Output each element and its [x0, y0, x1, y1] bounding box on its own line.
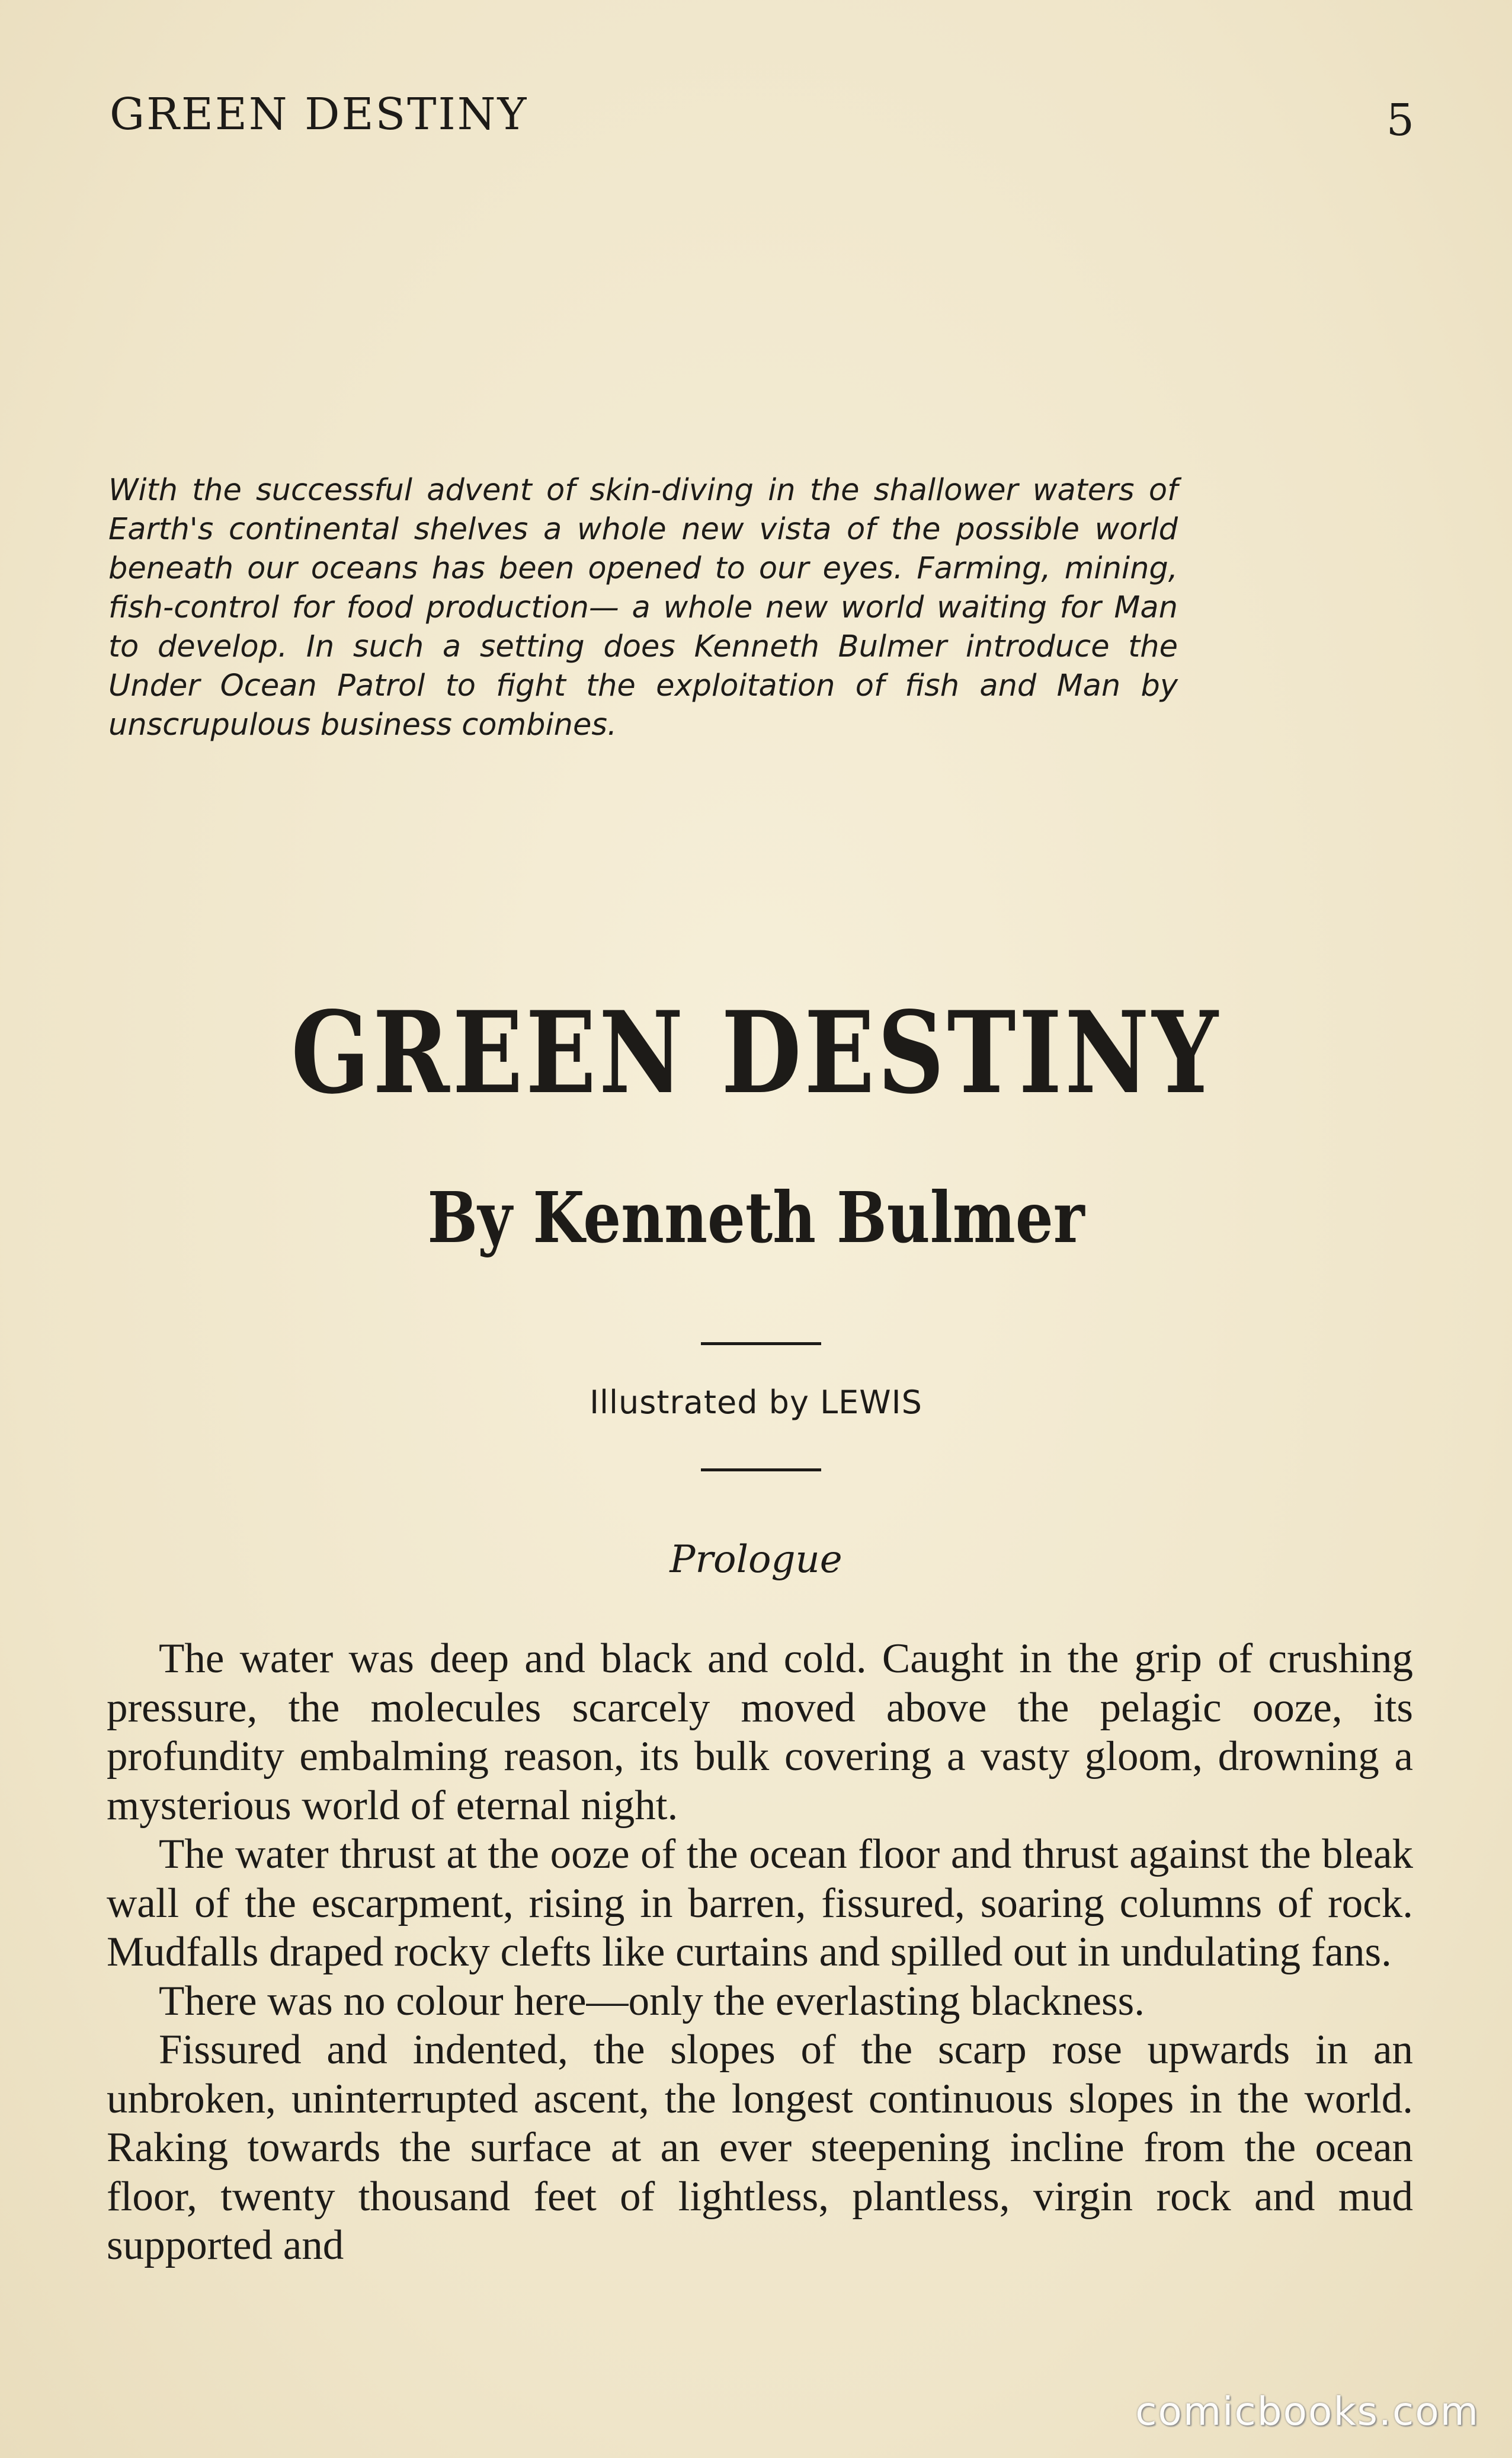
illustrator-credit: Illustrated by LEWIS [590, 1384, 922, 1421]
section-heading: Prologue [669, 1538, 843, 1582]
page-number: 5 [1386, 95, 1414, 146]
body-paragraph: There was no colour here—only the everlasting blackness. [159, 1977, 1145, 2024]
body-paragraph: The water thrust at the ooze of the ocean floor and thrust against the bleak wall of the escarpment, rising in barren, fissured, soaring columns of rock. Mudfalls draped rocky clefts like curtains and spilled out in undulating fans. [107, 1831, 1413, 1975]
divider-rule-bottom [701, 1468, 821, 1471]
story-intro-blurb: With the successful advent of skin-diving in the shallower waters of Earth's continental shelves a whole new vista of the possible world beneath our oceans has been opened to our eyes. Farming, mining, fish-control for food production— a whole new world waiting for Man to develop. In such a setting does Kenneth Bulmer introduce the Under Ocean Patrol to fight the exploitation of fish and Man by unscrupulous business combines. [108, 473, 1178, 742]
body-paragraph: The water was deep and black and cold. Caught in the grip of crushing pressure, the molecules scarcely moved above the pelagic ooze, its profundity embalming reason, its bulk covering a vasty gloom, drowning a mysterious world of eternal night. [107, 1636, 1413, 1829]
story-body [107, 1634, 1413, 2270]
running-title: GREEN DESTINY [110, 89, 528, 140]
site-watermark: comicbooks.com [1135, 2389, 1479, 2434]
story-title: GREEN DESTINY [291, 987, 1221, 1119]
divider-rule-top [701, 1342, 821, 1345]
body-paragraph: Fissured and indented, the slopes of the scarp rose upwards in an unbroken, uninterrupted ascent, the longest continuous slopes in the world. Raking towards the surface at an ever steepening incline from the ocean floor, twenty thousand feet of lightless, plantless, virgin rock and mud supported and [107, 2027, 1413, 2268]
story-byline: By Kenneth Bulmer [427, 1176, 1085, 1259]
